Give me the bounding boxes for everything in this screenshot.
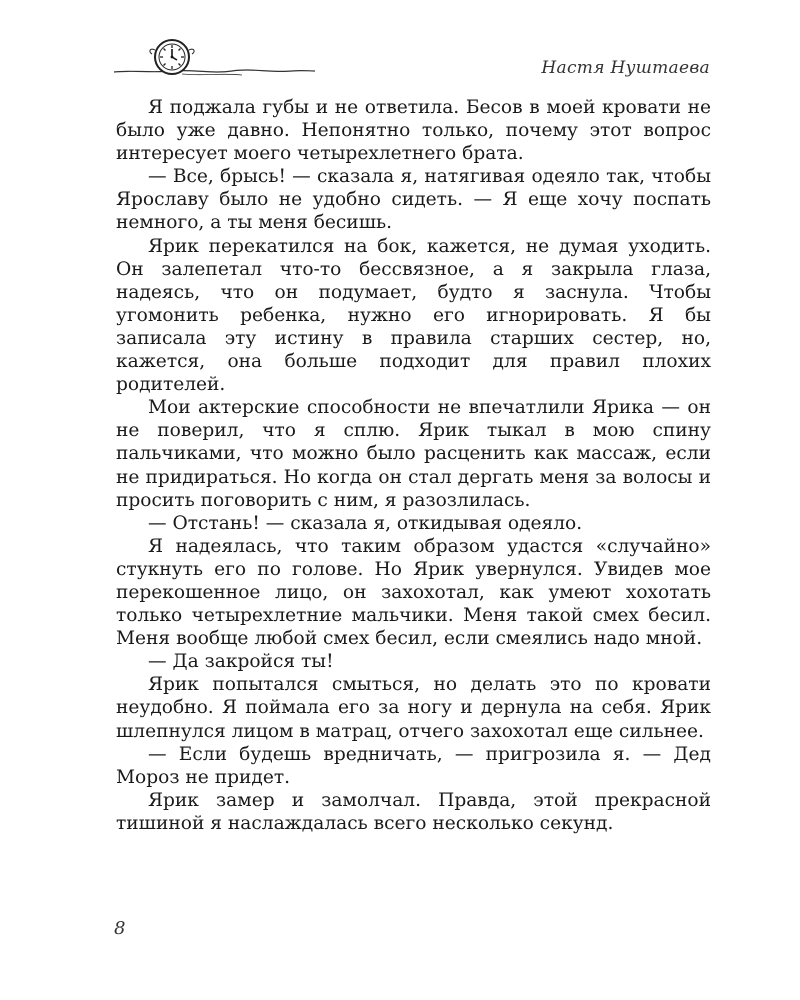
paragraph: — Если будешь вредничать, — пригрозила я. — Дед Мороз не придет. — [116, 743, 711, 788]
paragraph: Я поджала губы и не ответила. Бесов в моей кровати не было уже давно. Непонятно только, почему этот вопрос интересует моего четырехлетнего брата. — [116, 97, 711, 165]
paragraph: Я надеялась, что таким образом удастся «случайно» стукнуть его по голове. Но Ярик увернулся. Увидев мое перекошенное лицо, он захохотал, как умеют хохотать только четырехлетние мальчики. Меня такой смех бесил. Меня вообще любой смех бесил, если смеялись надо мной. — [116, 535, 711, 650]
paragraph: Ярик перекатился на бок, кажется, не думая уходить. Он залепетал что-то бессвязное, а я закрыла глаза, надеясь, что он подумает, будто я заснула. Чтобы угомонить ребенка, нужно его игнорировать. Я бы записала эту истину в правила старших сестер, но, кажется, она больше подходит для правил плохих родителей. — [116, 235, 711, 396]
page-number: 8 — [114, 918, 126, 939]
paragraph: Мои актерские способности не впечатлили Ярика — он не поверил, что я сплю. Ярик тыкал в мою спину пальчиками, что можно было расценить как массаж, если не придираться. Но когда он стал дергать меня за волосы и просить поговорить с ним, я разозлилась. — [116, 397, 711, 511]
clock-ornament-icon — [112, 38, 317, 82]
body-text — [116, 96, 711, 835]
paragraph: — Да закройся ты! — [148, 651, 334, 673]
paragraph: — Отстань! — сказала я, откидывая одеяло. — [148, 512, 583, 534]
paragraph: — Все, брысь! — сказала я, натягивая одеяло так, чтобы Ярославу было не удобно сидеть. — Я еще хочу поспать немного, а ты меня бесишь. — [116, 166, 711, 234]
paragraph: Ярик попытался смыться, но делать это по кровати неудобно. Я поймала его за ногу и дернула на себя. Ярик шлепнулся лицом в матрац, отчего захохотал еще сильнее. — [116, 674, 711, 742]
paragraph: Ярик замер и замолчал. Правда, этой прекрасной тишиной я наслаждалась всего несколько секунд. — [116, 789, 711, 834]
running-head-author: Настя Нуштаева — [541, 58, 710, 78]
